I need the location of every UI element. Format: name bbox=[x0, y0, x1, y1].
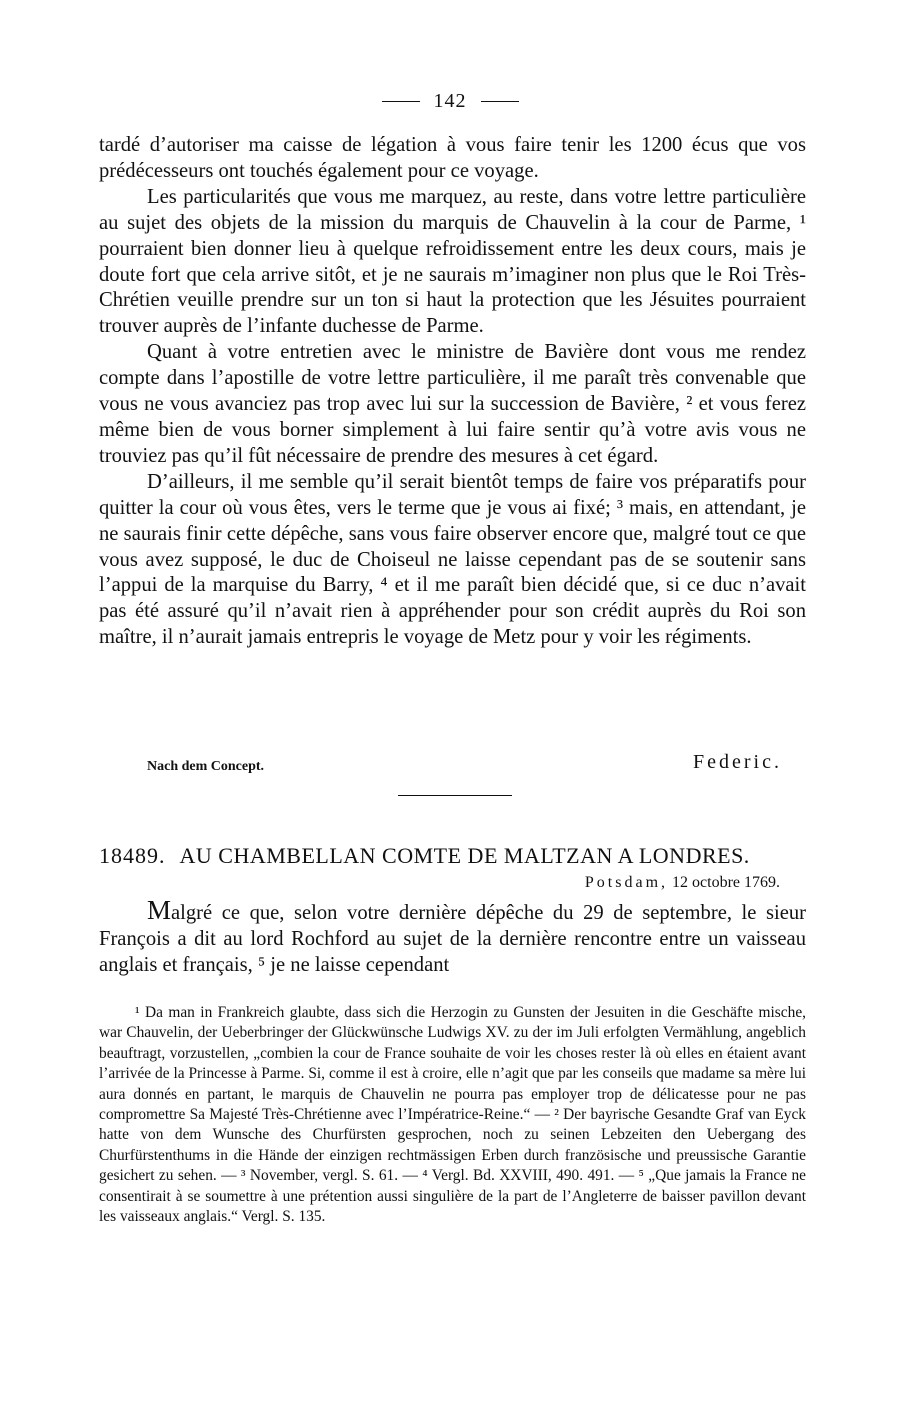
paragraph-continuation: tardé d’autoriser ma caisse de légation à vous faire tenir les 1200 écus que vos prédécesseurs ont touchés également pour ce voyage. bbox=[99, 134, 806, 182]
page-number: 142 bbox=[433, 90, 467, 112]
paragraph-chauvelin: Les particularités que vous me marquez, au reste, dans votre lettre particulière au sujet des objets de la mission du marquis de Chauvelin à la cour de Parme, ¹ pourraient bien donner lieu à quelque refroidissement entre les deux cours, mais je doute fort que cela arrive sitôt, et je ne saurais m’imaginer non plus que le Roi Très-Chrétien veuille prendre sur un ton si haut la protection que les Jésuites pourraient trouver auprès de l’infante duchesse de Parme. bbox=[99, 185, 806, 338]
second-letter-body bbox=[99, 895, 806, 979]
document-number: 18489. bbox=[99, 843, 166, 868]
footnotes bbox=[99, 1003, 806, 1227]
section-divider bbox=[398, 795, 512, 796]
paragraph-rochford-text: algré ce que, selon votre dernière dépêche du 29 de septembre, le sieur François a dit au lord Rochford au sujet de la dernière rencontre entre un vaisseau anglais et français, ⁵ je ne laisse cependant bbox=[99, 902, 806, 976]
paragraph-baviere: Quant à votre entretien avec le ministre de Bavière dont vous me rendez compte dans l’apostille de votre lettre particulière, il me paraît très convenable que vous ne vous avanciez pas trop avec lui sur la succession de Bavière, ² et vous ferez même bien de vous borner simplement à lui faire sentir qu’à votre avis vous ne trouviez pas qu’il fût nécessaire de prendre des mesures à cet égard. bbox=[99, 341, 806, 467]
dateline-place: Potsdam, bbox=[584, 874, 669, 891]
paragraph-rochford bbox=[99, 895, 806, 979]
paragraph-choiseul: D’ailleurs, il me semble qu’il serait bientôt temps de faire vos préparatifs pour quitter la cour où vous êtes, vers le terme que je vous ai fixé; ³ mais, en attendant, je ne saurais finir cette dépêche, sans vous faire observer encore que, malgré tout ce que vous avez supposé, le duc de Choiseul ne laisse cependant pas de se soutenir sans l’appui de la marquise du Barry, ⁴ et il me paraît bien décidé que, si ce duc n’avait pas été assuré qu’il n’avait rien à appréhender pour son crédit auprès du Roi son maître, il n’aurait jamais entrepris le voyage de Metz pour y voir les régiments. bbox=[99, 470, 806, 649]
dateline bbox=[585, 874, 780, 892]
letter-body bbox=[99, 133, 806, 651]
dateline-date: 12 octobre 1769. bbox=[672, 874, 780, 891]
document-heading bbox=[99, 843, 806, 869]
closing-row bbox=[99, 751, 806, 777]
footnotes-text: ¹ Da man in Frankreich glaubte, dass sich die Herzogin zu Gunsten der Jesuiten in die Geschäfte mische, war Chauvelin, der Ueberbringer der Glückwünsche Ludwigs XV. zu der im Juli erfolgten Vermählung, angeblich beauftragt, vorzustellen, „combien la cour de France souhaite de voir les choses rester là où elles en étaient avant l’arrivée de la Princesse à Parme. Si, comme il est à croire, elle n’agit que par les conseils que madame sa mère lui aura donnés en partant, le marquis de Chauvelin ne pourra pas employer trop de délicatesse pour ne pas compromettre Sa Majesté Très-Chrétienne avec l’Impératrice-Reine.“ — ² Der bayrische Gesandte Graf van Eyck hatte von dem Wunsche des Churfürsten gesprochen, noch zu seinen Lebzeiten den Uebergang des Churfürstenthums in die Hände der einzigen rechtmässigen Erben durch französische und preussische Garantie gesichert zu sehen. — ³ November, vergl. S. 61. — ⁴ Vergl. Bd. XXVIII, 490. 491. — ⁵ „Que jamais la France ne consentirait à se soumettre à une prétention aussi singulière de la part de l’Angleterre de baisser pavillon devant les vaisseaux anglais.“ Vergl. S. 135. bbox=[99, 1004, 806, 1226]
page-header bbox=[0, 88, 900, 113]
source-note: Nach dem Concept. bbox=[147, 759, 265, 774]
initial-letter: M bbox=[147, 895, 172, 925]
header-rule-left bbox=[382, 101, 420, 102]
document-title: AU CHAMBELLAN COMTE DE MALTZAN A LONDRES. bbox=[179, 843, 750, 868]
signature: Federic. bbox=[693, 751, 782, 773]
header-rule-right bbox=[481, 101, 519, 102]
